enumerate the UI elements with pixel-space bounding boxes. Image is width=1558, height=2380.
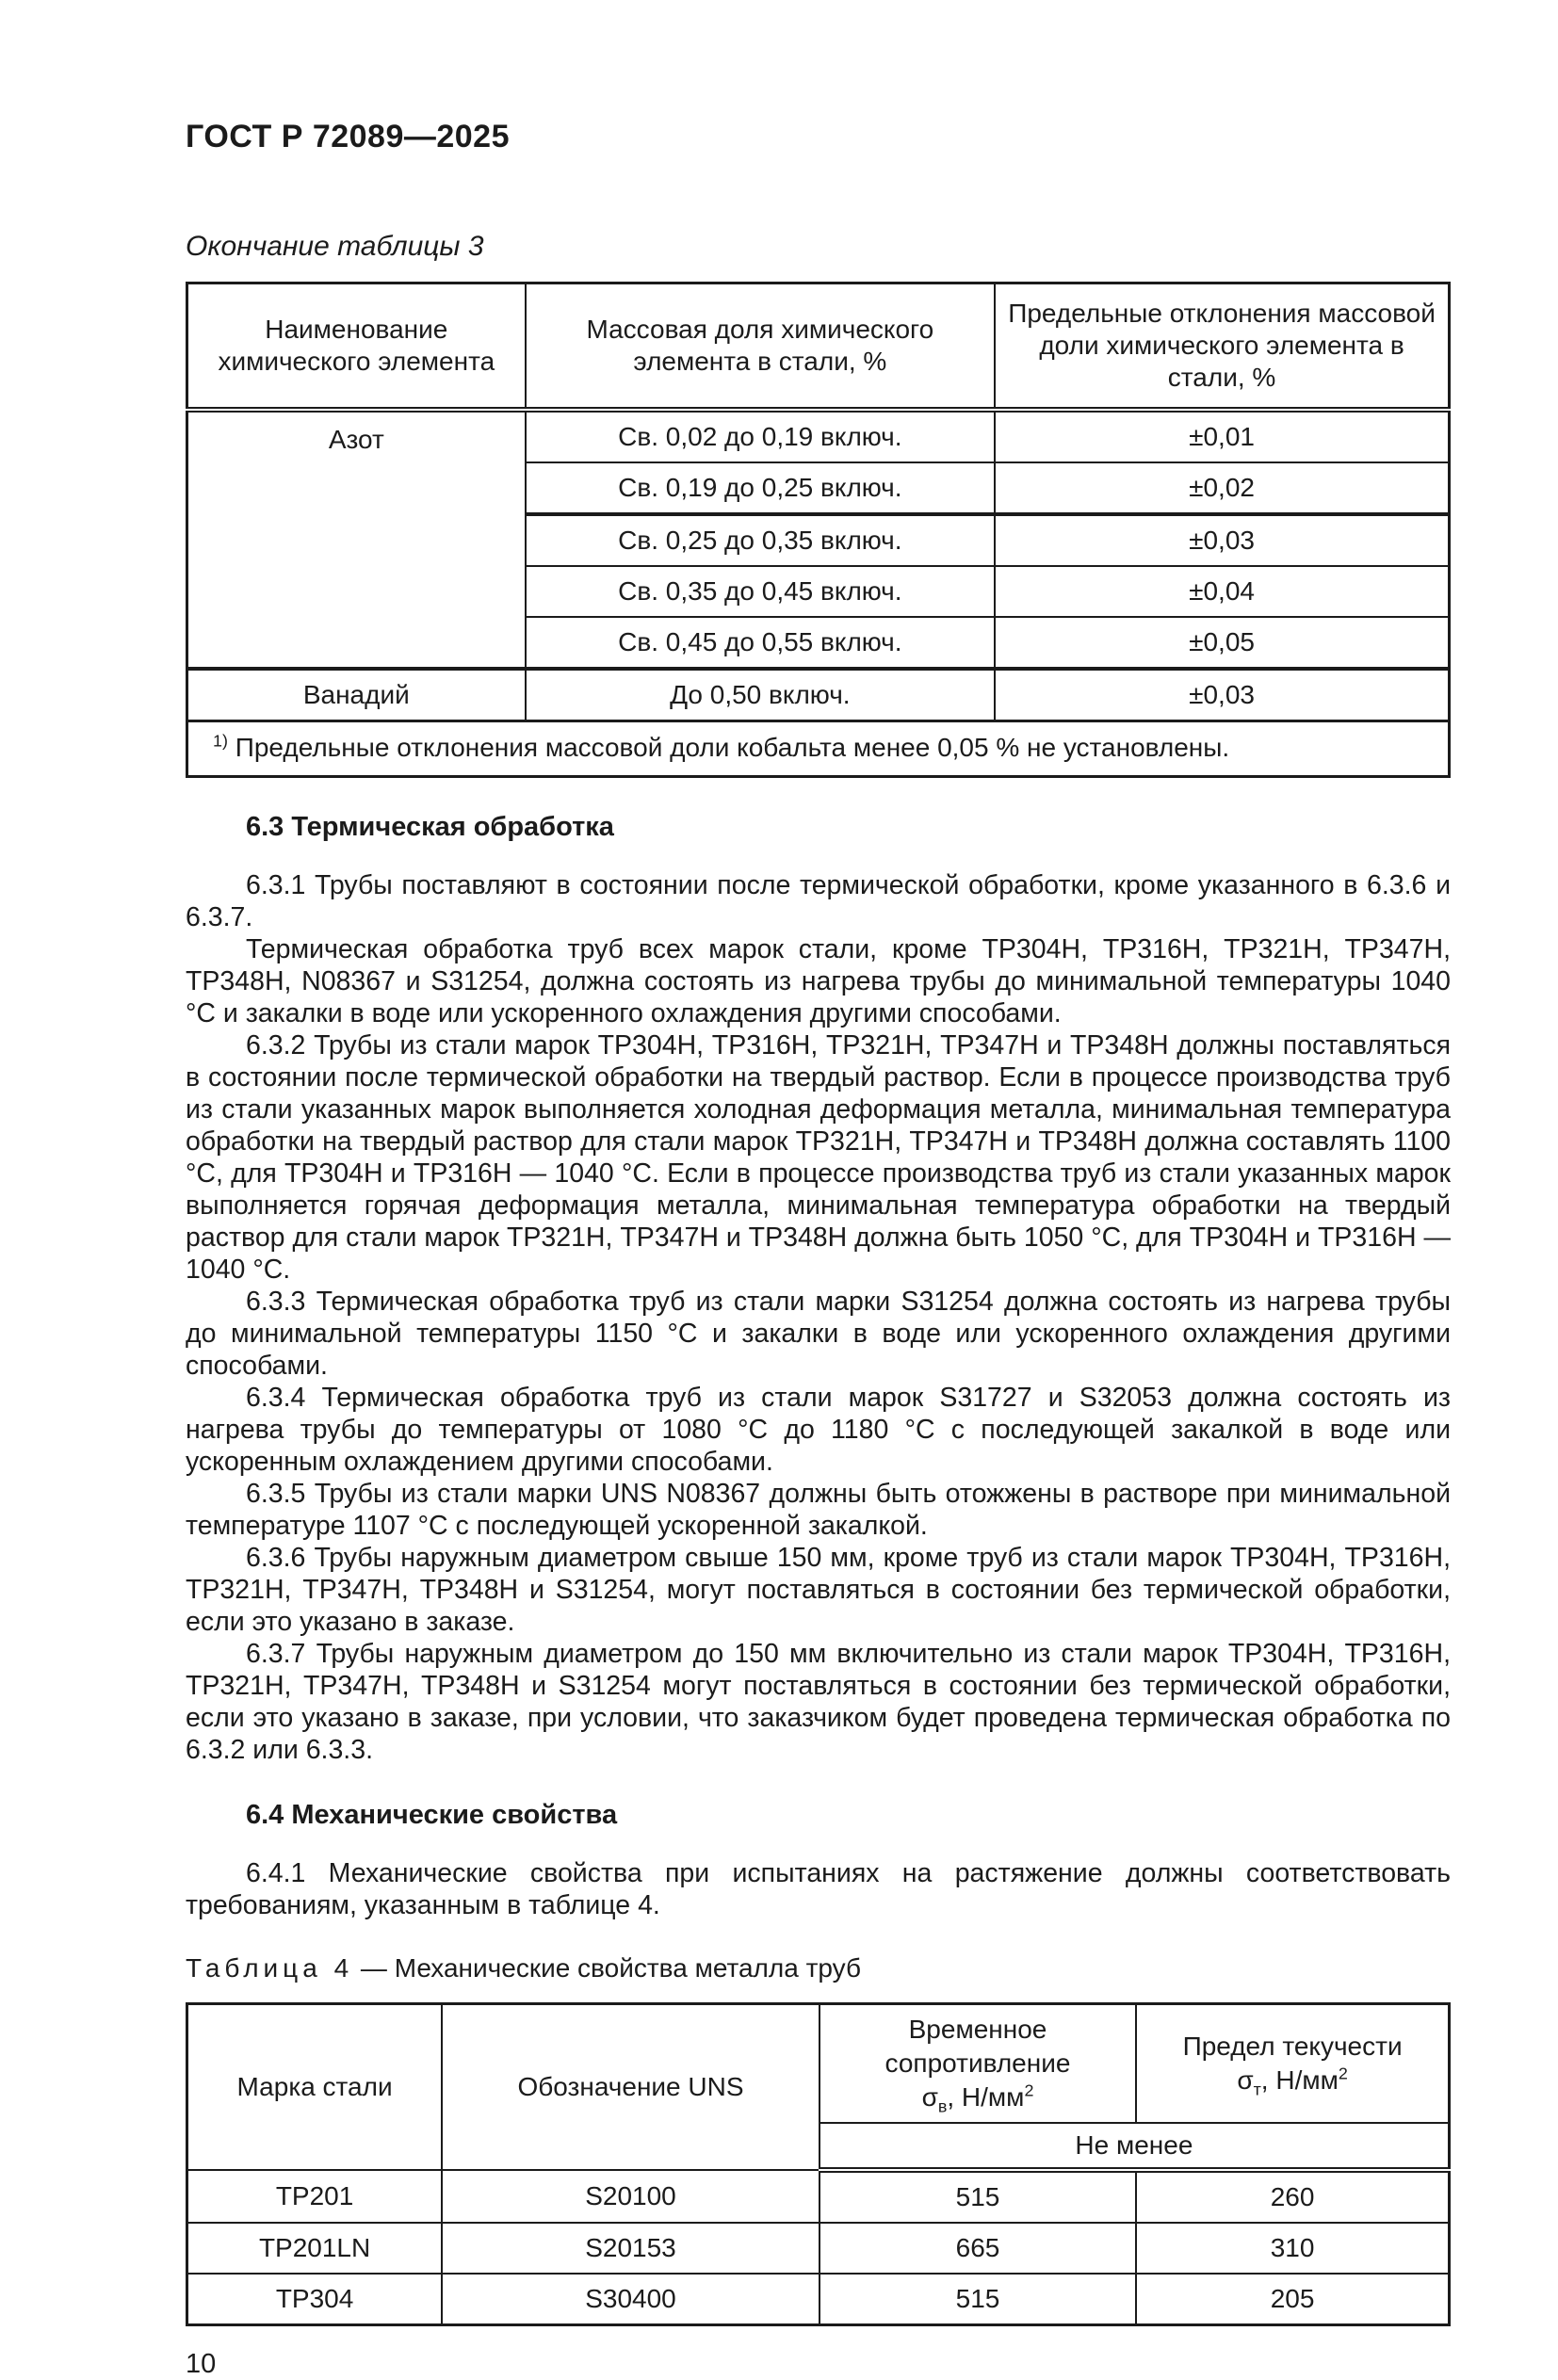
section-heading-6-4: 6.4 Механические свойства — [246, 1800, 618, 1830]
paragraph-6-3-5: 6.3.5 Трубы из стали марки UNS N08367 должны быть отожжены в растворе при минимальной температуре 1107 °С с последующей ускоренной закалкой. — [186, 1479, 1451, 1541]
table4-mechanical-properties — [186, 2002, 1451, 2326]
yield-symbol: $\sigma_т$, $Н/мм^2$ — [1237, 2064, 1348, 2099]
yield-title: Предел текучести — [1182, 2032, 1403, 2061]
uns-cell: S30400 — [442, 2274, 820, 2325]
paragraph-6-3-2: 6.3.2 Трубы из стали марок ТР304Н, ТР316Н, ТР321Н, ТР347Н и ТР348Н должны поставляться в состоянии после термической обработки на твердый раствор. Если в процессе производства труб из стали указанных марок выполняется холодная деформация металла, минимальная температура обработки на твердый раствор для стали марок ТР321Н, ТР347Н и ТР348Н должна составлять 1100 °С, для ТР304Н и ТР316Н — 1040 °С. Если в процессе производства труб из стали указанных марок выполняется горячая деформация металла, минимальная температура обработки на твердый раствор для стали марок ТР321Н, ТР347Н и ТР348Н должна быть 1050 °С, для ТР304Н и ТР316Н — 1040 °С. — [186, 1030, 1451, 1285]
table-row — [187, 410, 1450, 462]
paragraph-6-3-3: 6.3.3 Термическая обработка труб из стали марки S31254 должна состоять из нагрева трубы до минимальной температуры 1150 °С и закалки в воде или ускоренного охлаждения другими способами. — [186, 1287, 1451, 1381]
table4-caption-label: Таблица 4 — [186, 1953, 354, 1983]
paragraph-6-4-1: 6.4.1 Механические свойства при испытаниях на растяжение должны соответствовать требованиям, указанным в таблице 4. — [186, 1858, 1451, 1920]
uns-cell: S20100 — [442, 2170, 820, 2223]
table3-col-mass-fraction: Массовая доля химического элемента в стали, % — [526, 283, 995, 411]
element-nitrogen-cell: Азот — [187, 410, 526, 669]
table-row — [187, 669, 1450, 721]
range-cell: Св. 0,35 до 0,45 включ. — [526, 566, 995, 617]
yield-cell: 260 — [1136, 2170, 1449, 2223]
deviation-cell: ±0,04 — [995, 566, 1449, 617]
standard-code-header: ГОСТ Р 72089—2025 — [186, 119, 511, 154]
tensile-cell: 515 — [820, 2274, 1136, 2325]
table4-header-row — [187, 2004, 1450, 2124]
range-cell: Св. 0,02 до 0,19 включ. — [526, 410, 995, 462]
table-row — [187, 2223, 1450, 2274]
element-vanadium-cell: Ванадий — [187, 669, 526, 721]
grade-cell: ТР304 — [187, 2274, 443, 2325]
table4-col-grade: Марка стали — [187, 2004, 443, 2171]
page-number: 10 — [186, 2349, 217, 2379]
table3-continuation-caption: Окончание таблицы 3 — [186, 231, 484, 262]
tensile-title: Временное сопротивление — [884, 2015, 1071, 2078]
grade-cell: ТР201LN — [187, 2223, 443, 2274]
footnote-marker: 1) — [213, 731, 228, 751]
deviation-cell: ±0,03 — [995, 669, 1449, 721]
table-row — [187, 2274, 1450, 2325]
yield-cell: 310 — [1136, 2223, 1449, 2274]
table4-caption — [186, 1953, 1451, 1983]
deviation-cell: ±0,05 — [995, 617, 1449, 669]
table3-header-row — [187, 283, 1450, 411]
table3-chemical-deviations — [186, 282, 1451, 778]
paragraph-6-3-1: 6.3.1 Трубы поставляют в состоянии после термической обработки, кроме указанного в 6.3.6 и 6.3.7. — [186, 870, 1451, 932]
table3-footnote — [187, 721, 1450, 777]
table3-col-deviation: Предельные отклонения массовой доли химического элемента в стали, % — [995, 283, 1449, 411]
paragraph-6-3-7: 6.3.7 Трубы наружным диаметром до 150 мм включительно из стали марок ТР304Н, ТР316Н, ТР321Н, ТР347Н, ТР348Н и S31254 могут поставляться в состоянии без термической обработки, если это указано в заказе, при условии, что заказчиком будет проведена термическая обработка по 6.3.2 или 6.3.3. — [186, 1639, 1451, 1765]
deviation-cell: ±0,03 — [995, 514, 1449, 566]
table4-col-tensile — [820, 2004, 1136, 2124]
grade-cell: ТР201 — [187, 2170, 443, 2223]
tensile-cell: 515 — [820, 2170, 1136, 2223]
table4-col-yield — [1136, 2004, 1449, 2124]
section-heading-6-3: 6.3 Термическая обработка — [246, 812, 614, 842]
range-cell: Св. 0,19 до 0,25 включ. — [526, 462, 995, 514]
range-cell: Св. 0,45 до 0,55 включ. — [526, 617, 995, 669]
deviation-cell: ±0,02 — [995, 462, 1449, 514]
yield-cell: 205 — [1136, 2274, 1449, 2325]
deviation-cell: ±0,01 — [995, 410, 1449, 462]
table-row — [187, 2170, 1450, 2223]
table4-col-uns: Обозначение UNS — [442, 2004, 820, 2171]
paragraph-6-3-1-cont: Термическая обработка труб всех марок стали, кроме ТР304Н, ТР316Н, ТР321Н, ТР347Н, ТР348Н, N08367 и S31254, должна состоять из нагрева трубы до минимальной температуры 1040 °С и закалки в воде или ускоренного охлаждения другими способами. — [186, 934, 1451, 1028]
table3-footnote-row — [187, 721, 1450, 777]
range-cell: До 0,50 включ. — [526, 669, 995, 721]
footnote-text: Предельные отклонения массовой доли кобальта менее 0,05 % не установлены. — [227, 733, 1230, 762]
uns-cell: S20153 — [442, 2223, 820, 2274]
paragraph-6-3-6: 6.3.6 Трубы наружным диаметром свыше 150 мм, кроме труб из стали марок ТР304Н, ТР316Н, ТР321Н, ТР347Н, ТР348Н и S31254, могут поставляться в состоянии без термической обработки, если это указано в заказе. — [186, 1543, 1451, 1637]
tensile-cell: 665 — [820, 2223, 1136, 2274]
table3-col-element: Наименование химического элемента — [187, 283, 526, 411]
tensile-symbol: $\sigma_в$, $Н/мм^2$ — [921, 2080, 1034, 2116]
range-cell: Св. 0,25 до 0,35 включ. — [526, 514, 995, 566]
paragraph-6-3-4: 6.3.4 Термическая обработка труб из стали марок S31727 и S32053 должна состоять из нагрева трубы до температуры от 1080 °С до 1180 °С с последующей закалкой в воде или ускоренным охлаждением другими способами. — [186, 1383, 1451, 1477]
table4-caption-text: — Механические свойства металла труб — [353, 1953, 862, 1983]
table4-subheader-ne-menee: Не менее — [820, 2123, 1450, 2170]
